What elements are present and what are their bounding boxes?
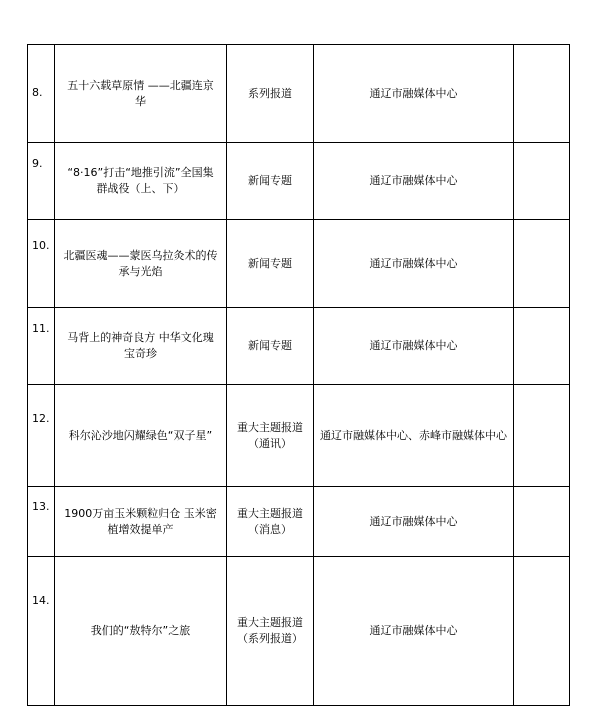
empty-cell xyxy=(514,143,570,220)
empty-cell xyxy=(514,557,570,706)
work-title: 五十六载草原情 ——北疆连京华 xyxy=(55,45,227,143)
table-row xyxy=(28,143,570,220)
work-title: 我们的“敖特尔”之旅 xyxy=(55,557,227,706)
table-row xyxy=(28,220,570,308)
submitting-org: 通辽市融媒体中心 xyxy=(314,220,514,308)
row-number-cell xyxy=(28,557,55,706)
work-type: 重大主题报道（系列报道） xyxy=(227,557,314,706)
table-row xyxy=(28,557,570,706)
row-number: 11. xyxy=(32,322,50,335)
submitting-org: 通辽市融媒体中心 xyxy=(314,487,514,557)
row-number-cell xyxy=(28,308,55,385)
work-title: “8·16”打击“地推引流”全国集群战役（上、下） xyxy=(55,143,227,220)
award-list-table xyxy=(27,44,570,706)
work-type: 重大主题报道（通讯） xyxy=(227,385,314,487)
row-number: 9. xyxy=(32,157,43,170)
submitting-org: 通辽市融媒体中心 xyxy=(314,308,514,385)
work-title: 马背上的神奇良方 中华文化瑰宝奇珍 xyxy=(55,308,227,385)
submitting-org: 通辽市融媒体中心 xyxy=(314,45,514,143)
table-row xyxy=(28,487,570,557)
work-title: 1900万亩玉米颗粒归仓 玉米密植增效提单产 xyxy=(55,487,227,557)
table-row xyxy=(28,45,570,143)
work-type: 新闻专题 xyxy=(227,220,314,308)
row-number: 8. xyxy=(32,86,43,99)
row-number: 13. xyxy=(32,500,50,513)
empty-cell xyxy=(514,308,570,385)
work-type: 新闻专题 xyxy=(227,143,314,220)
work-title: 北疆医魂——蒙医乌拉灸术的传承与光焰 xyxy=(55,220,227,308)
row-number: 10. xyxy=(32,239,50,252)
row-number-cell xyxy=(28,385,55,487)
empty-cell xyxy=(514,45,570,143)
work-type: 系列报道 xyxy=(227,45,314,143)
row-number-cell xyxy=(28,143,55,220)
table-row xyxy=(28,385,570,487)
row-number: 14. xyxy=(32,594,50,607)
submitting-org: 通辽市融媒体中心 xyxy=(314,557,514,706)
submitting-org: 通辽市融媒体中心 xyxy=(314,143,514,220)
empty-cell xyxy=(514,220,570,308)
empty-cell xyxy=(514,385,570,487)
empty-cell xyxy=(514,487,570,557)
row-number: 12. xyxy=(32,412,50,425)
submitting-org: 通辽市融媒体中心、赤峰市融媒体中心 xyxy=(314,385,514,487)
work-type: 新闻专题 xyxy=(227,308,314,385)
row-number-cell xyxy=(28,220,55,308)
row-number-cell xyxy=(28,45,55,143)
work-title: 科尔沁沙地闪耀绿色“双子星” xyxy=(55,385,227,487)
table-row xyxy=(28,308,570,385)
row-number-cell xyxy=(28,487,55,557)
work-type: 重大主题报道（消息） xyxy=(227,487,314,557)
